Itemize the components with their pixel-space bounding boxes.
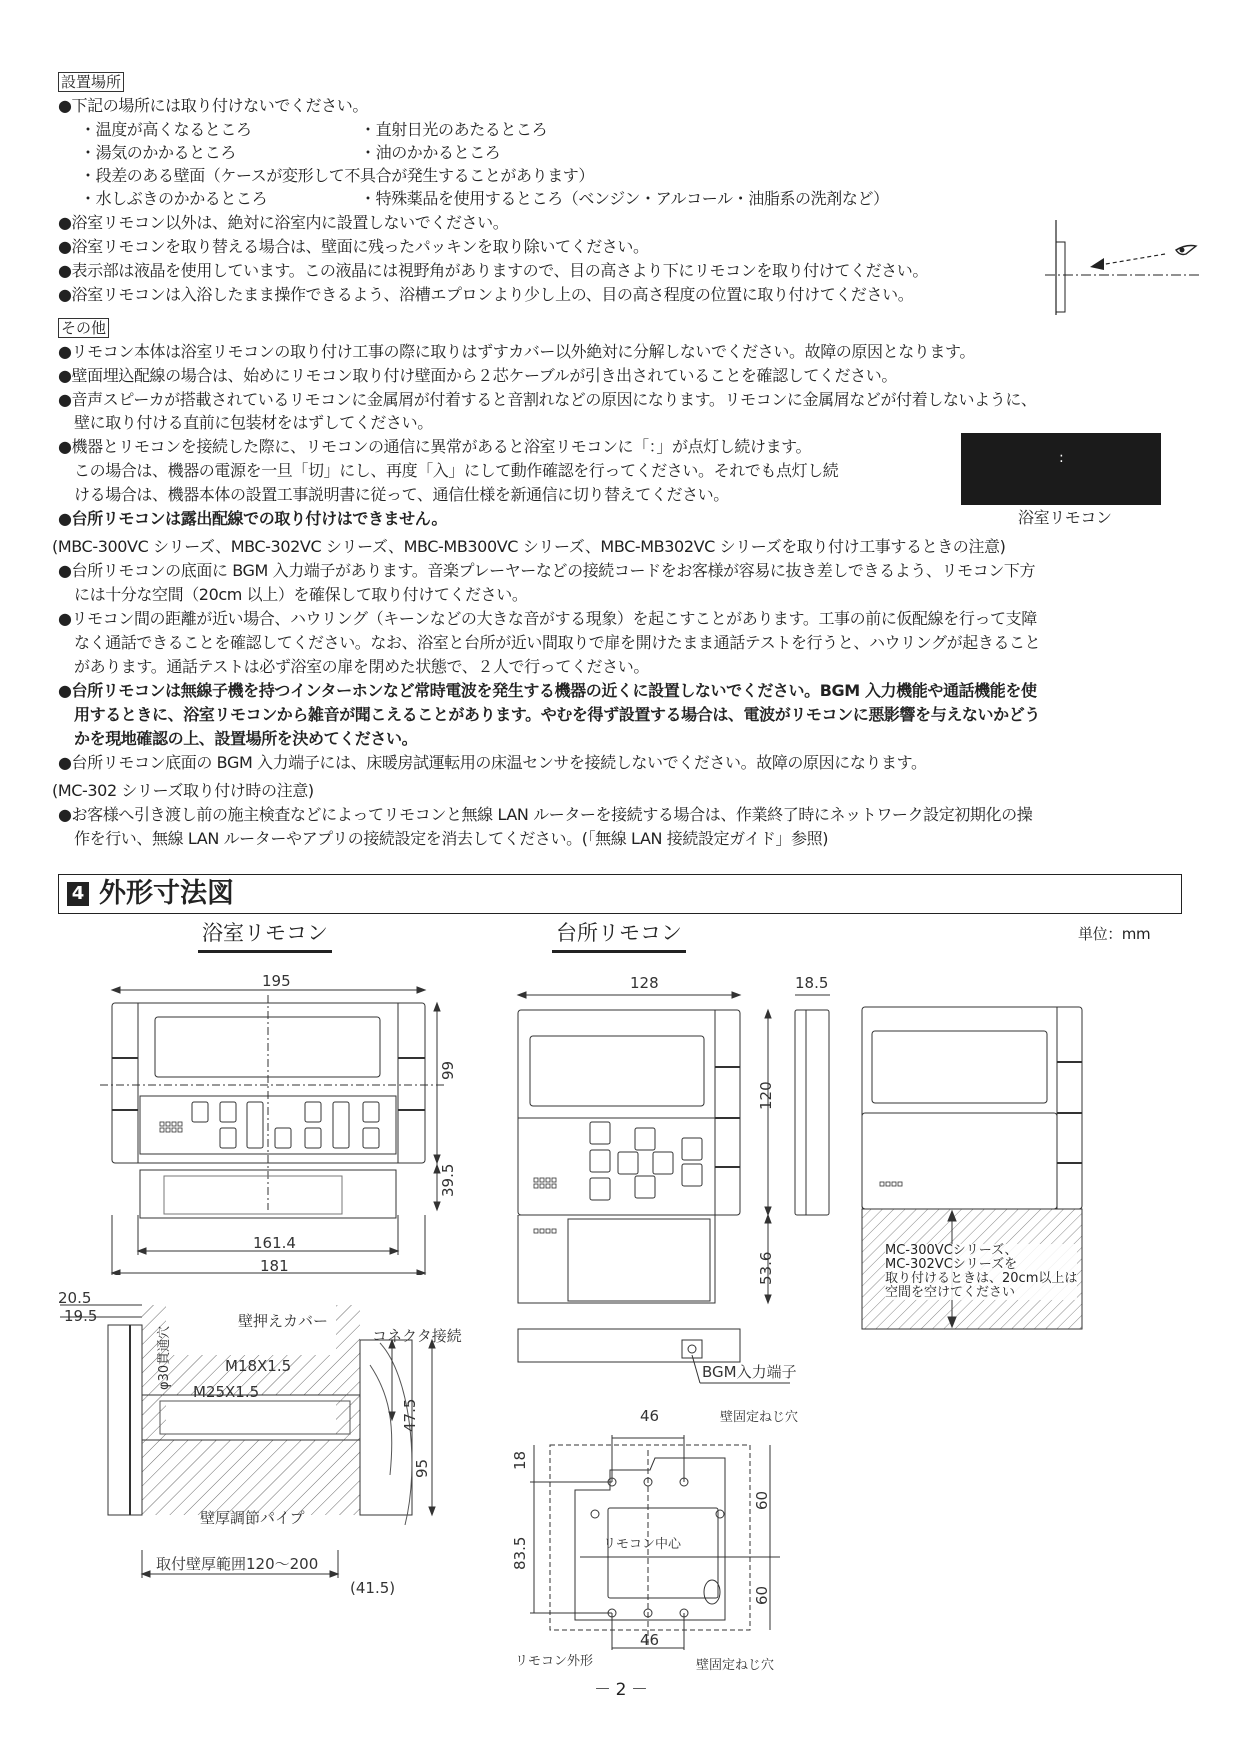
mount-dim-83-5: 83.5 [511, 1536, 529, 1570]
section-dim-95: 95 [413, 1458, 431, 1478]
bath-height-upper-dim: 99 [439, 1060, 457, 1080]
wall-pipe-label: 壁厚調節パイプ [200, 1509, 305, 1527]
section-header [58, 874, 1182, 914]
other-bullet-cont: 壁に取り付ける直前に包装材をはずしてください。 [74, 413, 433, 432]
bath-base-width-dim: 181 [260, 1257, 289, 1275]
mc302-note-line: 作を行い、無線 LAN ルーターやアプリの接続設定を消去してください。(「無線 LAN 接続設定ガイド」参照) [74, 829, 829, 848]
kitchen-lower-dim: 53.6 [757, 1251, 775, 1285]
other-bullet-cont: この場合は、機器の電源を一旦「切」にし、再度「入」にして動作確認を行ってください。それでも点灯し続 [74, 461, 839, 480]
install-intro: ●下記の場所には取り付けないでください。 [58, 96, 368, 115]
section-dim-20-5: 20.5 [58, 1289, 92, 1307]
other-bold-bullet: ●台所リモコンは露出配線での取り付けはできません。 [58, 509, 447, 528]
kitchen-depth-dim: 18.5 [795, 974, 829, 992]
page-number: － 2 － [594, 1680, 648, 1700]
mount-bottom-spacing: 46 [640, 1631, 660, 1649]
place-item: ・特殊薬品を使用するところ（ベンジン・アルコール・油脂系の洗剤など） [360, 189, 889, 208]
unit-label: 単位：mm [1078, 925, 1151, 943]
place-item: ・水しぶきのかかるところ [80, 189, 268, 208]
bath-remote-lcd-display [961, 433, 1161, 505]
install-bullet: ●浴室リモコン以外は、絶対に浴室内に設置しないでください。 [58, 213, 509, 232]
install-bullet: ●浴室リモコンを取り替える場合は、壁面に残ったパッキンを取り除いてください。 [58, 237, 649, 256]
lcd-caption: 浴室リモコン [1018, 508, 1112, 527]
other-bullet: ●リモコン本体は浴室リモコンの取り付け工事の際に取りはずすカバー以外絶対に分解しないでください。故障の原因となります。 [58, 342, 975, 361]
mount-top-spacing: 46 [640, 1407, 660, 1425]
bath-height-lower-dim: 39.5 [439, 1163, 457, 1197]
section-dim-41-5: (41.5) [350, 1579, 396, 1597]
mbc-note-line: なく通話できることを確認してください。なお、浴室と台所が近い間取りで扉を開けたまま通話テストを行うと、ハウリングが起きること [74, 633, 1041, 652]
bath-inner-width-dim: 161.4 [253, 1234, 296, 1252]
remote-center-label: リモコン中心 [603, 1537, 682, 1552]
mbc-note-line: には十分な空間（20cm 以上）を確保して取り付けてください。 [74, 585, 528, 604]
kitchen-remote-title: 台所リモコン [552, 920, 686, 953]
other-bullet: ●機器とリモコンを接続した際に、リモコンの通信に異常があると浴室リモコンに「：」が点灯し続けます。 [58, 437, 812, 456]
bath-remote-title: 浴室リモコン [198, 920, 332, 953]
install-bullet: ●浴室リモコンは入浴したまま操作できるよう、浴槽エプロンより少し上の、目の高さ程度の位置に取り付けてください。 [58, 285, 914, 304]
lcd-colon-symbol: : [1059, 450, 1064, 466]
bgm-input-label: BGM入力端子 [702, 1363, 797, 1381]
section-dim-47-5: 47.5 [401, 1398, 419, 1432]
bath-width-dim: 195 [262, 972, 291, 990]
other-bullet: ●壁面埋込配線の場合は、始めにリモコン取り付け壁面から２芯ケーブルが引き出されていることを確認してください。 [58, 366, 897, 385]
place-item: ・油のかかるところ [360, 143, 501, 162]
kitchen-remote-cover-drawing [510, 1215, 830, 1415]
through-hole-label: φ30貫通穴 [157, 1325, 172, 1390]
place-item: ・段差のある壁面（ケースが変形して不具合が発生することがあります） [80, 166, 595, 185]
mbc-note-heading: (MBC-300VC シリーズ、MBC-302VC シリーズ、MBC-MB300VC シリーズ、MBC-MB302VC シリーズを取り付け工事するときの注意) [52, 537, 1006, 556]
section-title: 外形寸法図 [99, 878, 234, 909]
thread-m25-label: M25X1.5 [193, 1383, 260, 1401]
thread-m18-label: M18X1.5 [225, 1357, 292, 1375]
mounting-plate-drawing [520, 1420, 800, 1650]
mbc-note-bold-line: ●台所リモコンは無線子機を持つインターホンなど常時電波を発生する機器の近くに設置しないでください。BGM 入力機能や通話機能を使 [58, 681, 1037, 700]
kitchen-height-dim: 120 [757, 1081, 775, 1110]
place-item: ・直射日光のあたるところ [360, 120, 548, 139]
screw-hole-bottom-label: 壁固定ねじ穴 [696, 1658, 775, 1673]
place-item: ・湯気のかかるところ [80, 143, 237, 162]
mc302-note-line: ●お客様へ引き渡し前の施主検査などによってリモコンと無線 LAN ルーターを接続する場合は、作業終了時にネットワーク設定初期化の操 [58, 805, 1033, 824]
mbc-note-line: があります。通話テストは必ず浴室の扉を閉めた状態で、２人で行ってください。 [74, 657, 649, 676]
section-dim-19-5: 19.5 [64, 1307, 98, 1325]
mbc-note-bold-line: かを現地確認の上、設置場所を決めてください。 [74, 729, 418, 748]
other-bullet-cont: ける場合は、機器本体の設置工事説明書に従って、通信仕様を新通信に切り替えてください。 [74, 485, 729, 504]
mc302-note-heading: (MC-302 シリーズ取り付け時の注意) [52, 781, 314, 800]
wall-cover-label: 壁押えカバー [238, 1312, 329, 1330]
mbc-note-bold-line: 用するときに、浴室リモコンから雑音が聞こえることがあります。やむを得ず設置する場合は、電波がリモコンに悪影響を与えないかどう [74, 705, 1040, 724]
mount-dim-60-top: 60 [753, 1490, 771, 1510]
connector-label: コネクタ接続 [372, 1327, 462, 1345]
other-label: その他 [58, 318, 109, 338]
install-bullet: ●表示部は液晶を使用しています。この液晶には視野角がありますので、目の高さより下にリモコンを取り付けてください。 [58, 261, 928, 280]
other-bullet: ●音声スピーカが搭載されているリモコンに金属屑が付着すると音割れなどの原因になります。リモコンに金属屑などが付着しないように、 [58, 390, 1037, 409]
wall-thickness-range: 取付壁厚範囲120〜200 [156, 1555, 319, 1573]
remote-outline-label: リモコン外形 [515, 1654, 594, 1669]
section-number: 4 [67, 882, 89, 906]
install-location-label: 設置場所 [58, 72, 124, 92]
mount-dim-60-bottom: 60 [753, 1585, 771, 1605]
screw-hole-top-label: 壁固定ねじ穴 [720, 1410, 799, 1425]
mount-dim-18: 18 [511, 1450, 529, 1470]
viewing-angle-diagram [1040, 210, 1220, 320]
kitchen-width-dim: 128 [630, 974, 659, 992]
eye-icon [1176, 246, 1196, 255]
mbc-note-line: ●リモコン間の距離が近い場合、ハウリング（キーンなどの大きな音がする現象）を起こすことがあります。工事の前に仮配線を行って支障 [58, 609, 1037, 628]
place-item: ・温度が高くなるところ [80, 120, 252, 139]
bath-remote-front-drawing [100, 960, 460, 1220]
mbc-note-line: ●台所リモコン底面の BGM 入力端子には、床暖房試運転用の床温センサを接続しないでください。故障の原因になります。 [58, 753, 927, 772]
kitchen-clearance-note: MC-300VCシリーズ、 MC-302VCシリーズを 取り付けるときは、20cm以上は 空間を空けてください [885, 1243, 1078, 1300]
mbc-note-line: ●台所リモコンの底面に BGM 入力端子があります。音楽プレーヤーなどの接続コードをお客様が容易に抜き差しできるよう、リモコン下方 [58, 561, 1036, 580]
